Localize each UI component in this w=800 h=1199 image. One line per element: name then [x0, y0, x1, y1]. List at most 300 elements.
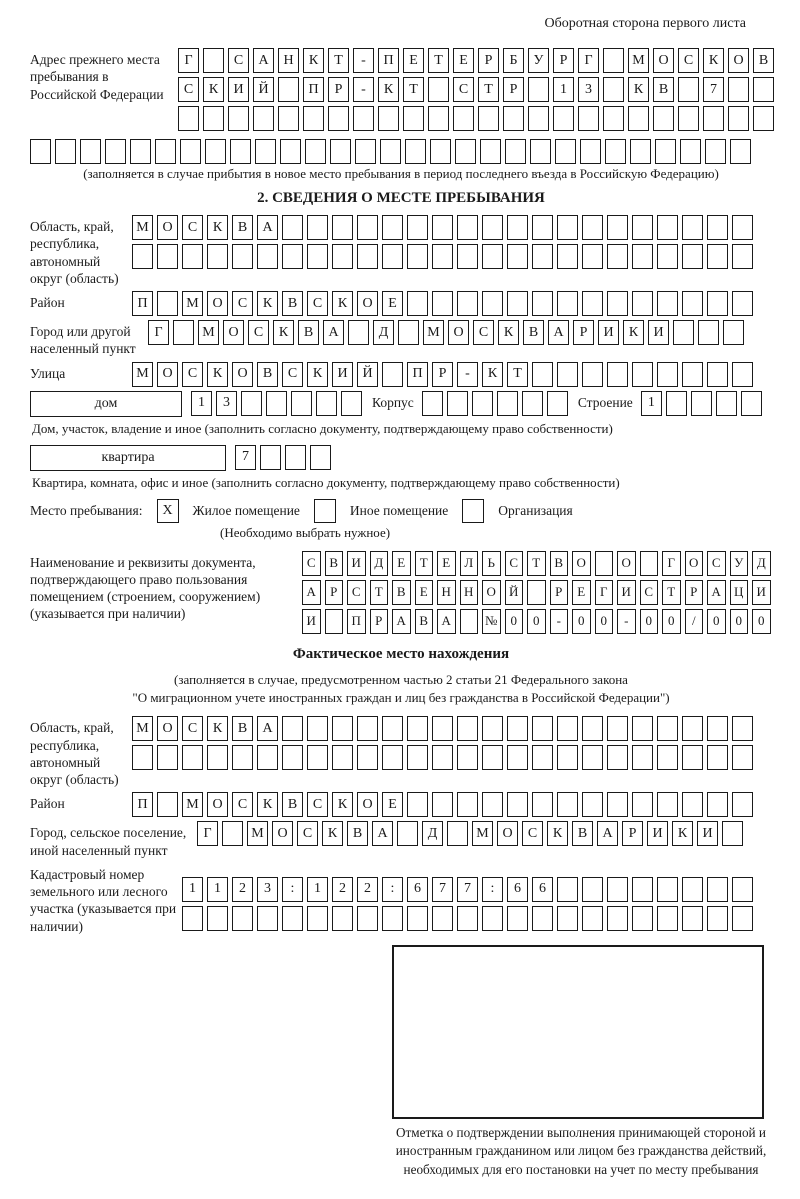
char-cell[interactable]	[507, 716, 528, 741]
char-cell[interactable]: А	[597, 821, 618, 846]
char-cell[interactable]: :	[282, 877, 303, 902]
char-cell[interactable]: Н	[278, 48, 299, 73]
char-cell[interactable]	[282, 716, 303, 741]
char-cell[interactable]	[582, 362, 603, 387]
char-cell[interactable]: 7	[703, 77, 724, 102]
char-cell[interactable]: Т	[478, 77, 499, 102]
char-cell[interactable]: 6	[507, 877, 528, 902]
char-cell[interactable]	[405, 139, 426, 164]
char-cell[interactable]	[325, 609, 344, 634]
residential-checkbox[interactable]: X	[157, 499, 179, 523]
char-cell[interactable]	[607, 716, 628, 741]
char-cell[interactable]	[282, 745, 303, 770]
char-cell[interactable]	[432, 906, 453, 931]
char-cell[interactable]: 0	[595, 609, 614, 634]
char-cell[interactable]: О	[223, 320, 244, 345]
char-cell[interactable]: К	[498, 320, 519, 345]
char-cell[interactable]: И	[598, 320, 619, 345]
char-cell[interactable]	[132, 244, 153, 269]
char-cell[interactable]	[432, 291, 453, 316]
char-cell[interactable]: Е	[437, 551, 456, 576]
char-cell[interactable]	[380, 139, 401, 164]
char-cell[interactable]: :	[482, 877, 503, 902]
char-cell[interactable]	[532, 745, 553, 770]
char-cell[interactable]: -	[353, 48, 374, 73]
char-cell[interactable]	[307, 745, 328, 770]
char-cell[interactable]: Р	[370, 609, 389, 634]
char-cell[interactable]: С	[228, 48, 249, 73]
char-cell[interactable]	[403, 106, 424, 131]
char-cell[interactable]: Ц	[730, 580, 749, 605]
char-cell[interactable]	[707, 906, 728, 931]
char-cell[interactable]	[632, 291, 653, 316]
char-cell[interactable]: С	[302, 551, 321, 576]
char-cell[interactable]: Г	[148, 320, 169, 345]
char-cell[interactable]	[278, 106, 299, 131]
char-cell[interactable]: 0	[662, 609, 681, 634]
char-cell[interactable]	[582, 215, 603, 240]
char-cell[interactable]	[482, 716, 503, 741]
char-cell[interactable]	[253, 106, 274, 131]
char-cell[interactable]	[407, 906, 428, 931]
char-cell[interactable]	[157, 745, 178, 770]
char-cell[interactable]: В	[523, 320, 544, 345]
char-cell[interactable]: М	[423, 320, 444, 345]
char-cell[interactable]	[157, 291, 178, 316]
char-cell[interactable]	[653, 106, 674, 131]
char-cell[interactable]	[532, 215, 553, 240]
char-cell[interactable]	[330, 139, 351, 164]
char-cell[interactable]	[732, 906, 753, 931]
char-cell[interactable]	[682, 362, 703, 387]
char-cell[interactable]: К	[273, 320, 294, 345]
char-cell[interactable]	[482, 244, 503, 269]
char-cell[interactable]	[632, 244, 653, 269]
char-cell[interactable]: К	[378, 77, 399, 102]
char-cell[interactable]	[280, 139, 301, 164]
char-cell[interactable]: С	[248, 320, 269, 345]
char-cell[interactable]	[457, 215, 478, 240]
char-cell[interactable]	[457, 792, 478, 817]
char-cell[interactable]: К	[332, 792, 353, 817]
char-cell[interactable]: Т	[428, 48, 449, 73]
char-cell[interactable]	[657, 362, 678, 387]
char-cell[interactable]: Р	[325, 580, 344, 605]
char-cell[interactable]	[432, 215, 453, 240]
char-cell[interactable]	[203, 106, 224, 131]
char-cell[interactable]	[232, 906, 253, 931]
char-cell[interactable]	[357, 716, 378, 741]
char-cell[interactable]: К	[623, 320, 644, 345]
char-cell[interactable]: Д	[752, 551, 771, 576]
char-cell[interactable]	[630, 139, 651, 164]
char-cell[interactable]	[582, 745, 603, 770]
char-cell[interactable]	[657, 291, 678, 316]
char-cell[interactable]	[430, 139, 451, 164]
char-cell[interactable]: О	[357, 291, 378, 316]
char-cell[interactable]	[607, 291, 628, 316]
char-cell[interactable]	[578, 106, 599, 131]
char-cell[interactable]: А	[372, 821, 393, 846]
char-cell[interactable]	[355, 139, 376, 164]
char-cell[interactable]	[260, 445, 281, 470]
char-cell[interactable]	[432, 244, 453, 269]
char-cell[interactable]	[557, 362, 578, 387]
char-cell[interactable]	[582, 716, 603, 741]
char-cell[interactable]: М	[198, 320, 219, 345]
char-cell[interactable]	[332, 716, 353, 741]
char-cell[interactable]	[482, 792, 503, 817]
char-cell[interactable]: 6	[532, 877, 553, 902]
char-cell[interactable]: И	[697, 821, 718, 846]
char-cell[interactable]	[307, 244, 328, 269]
char-cell[interactable]	[707, 362, 728, 387]
char-cell[interactable]: 7	[457, 877, 478, 902]
char-cell[interactable]	[632, 716, 653, 741]
char-cell[interactable]: Т	[415, 551, 434, 576]
char-cell[interactable]	[291, 391, 312, 416]
char-cell[interactable]	[182, 745, 203, 770]
char-cell[interactable]	[632, 745, 653, 770]
char-cell[interactable]	[132, 745, 153, 770]
char-cell[interactable]	[528, 106, 549, 131]
char-cell[interactable]	[255, 139, 276, 164]
char-cell[interactable]	[332, 215, 353, 240]
char-cell[interactable]: В	[232, 716, 253, 741]
char-cell[interactable]	[640, 551, 659, 576]
char-cell[interactable]: Е	[403, 48, 424, 73]
char-cell[interactable]	[482, 745, 503, 770]
char-cell[interactable]	[422, 391, 443, 416]
char-cell[interactable]	[607, 215, 628, 240]
char-cell[interactable]: Й	[357, 362, 378, 387]
char-cell[interactable]	[460, 609, 479, 634]
char-cell[interactable]	[316, 391, 337, 416]
char-cell[interactable]	[207, 745, 228, 770]
char-cell[interactable]: С	[505, 551, 524, 576]
char-cell[interactable]	[382, 215, 403, 240]
char-cell[interactable]	[397, 821, 418, 846]
char-cell[interactable]: 0	[640, 609, 659, 634]
other-premise-checkbox[interactable]	[314, 499, 336, 523]
char-cell[interactable]: С	[707, 551, 726, 576]
char-cell[interactable]	[707, 745, 728, 770]
char-cell[interactable]: -	[550, 609, 569, 634]
char-cell[interactable]: С	[182, 716, 203, 741]
char-cell[interactable]: С	[347, 580, 366, 605]
char-cell[interactable]	[730, 139, 751, 164]
char-cell[interactable]	[582, 244, 603, 269]
char-cell[interactable]: Й	[253, 77, 274, 102]
char-cell[interactable]: Н	[437, 580, 456, 605]
char-cell[interactable]	[478, 106, 499, 131]
char-cell[interactable]: -	[353, 77, 374, 102]
char-cell[interactable]	[657, 215, 678, 240]
char-cell[interactable]: Г	[197, 821, 218, 846]
char-cell[interactable]: 3	[257, 877, 278, 902]
char-cell[interactable]	[732, 215, 753, 240]
char-cell[interactable]	[682, 291, 703, 316]
char-cell[interactable]: Н	[460, 580, 479, 605]
char-cell[interactable]: И	[347, 551, 366, 576]
char-cell[interactable]: В	[347, 821, 368, 846]
char-cell[interactable]: К	[307, 362, 328, 387]
char-cell[interactable]	[682, 877, 703, 902]
char-cell[interactable]	[303, 106, 324, 131]
char-cell[interactable]	[632, 215, 653, 240]
char-cell[interactable]: К	[203, 77, 224, 102]
char-cell[interactable]: У	[528, 48, 549, 73]
char-cell[interactable]	[80, 139, 101, 164]
char-cell[interactable]: О	[685, 551, 704, 576]
char-cell[interactable]: С	[522, 821, 543, 846]
char-cell[interactable]	[182, 906, 203, 931]
char-cell[interactable]	[678, 106, 699, 131]
char-cell[interactable]	[480, 139, 501, 164]
char-cell[interactable]: С	[453, 77, 474, 102]
char-cell[interactable]: М	[132, 362, 153, 387]
char-cell[interactable]	[503, 106, 524, 131]
char-cell[interactable]: О	[207, 291, 228, 316]
char-cell[interactable]	[657, 792, 678, 817]
char-cell[interactable]: 1	[191, 391, 212, 416]
char-cell[interactable]	[407, 244, 428, 269]
char-cell[interactable]	[607, 745, 628, 770]
char-cell[interactable]: К	[207, 716, 228, 741]
char-cell[interactable]	[332, 244, 353, 269]
char-cell[interactable]	[447, 391, 468, 416]
char-cell[interactable]	[723, 320, 744, 345]
char-cell[interactable]	[732, 291, 753, 316]
char-cell[interactable]	[530, 139, 551, 164]
char-cell[interactable]	[657, 244, 678, 269]
char-cell[interactable]: С	[282, 362, 303, 387]
char-cell[interactable]	[232, 745, 253, 770]
char-cell[interactable]	[282, 906, 303, 931]
char-cell[interactable]: О	[357, 792, 378, 817]
char-cell[interactable]	[472, 391, 493, 416]
char-cell[interactable]: А	[257, 716, 278, 741]
char-cell[interactable]	[607, 244, 628, 269]
char-cell[interactable]: 1	[182, 877, 203, 902]
char-cell[interactable]	[222, 821, 243, 846]
char-cell[interactable]: В	[572, 821, 593, 846]
char-cell[interactable]: В	[550, 551, 569, 576]
char-cell[interactable]: Е	[453, 48, 474, 73]
char-cell[interactable]: А	[323, 320, 344, 345]
char-cell[interactable]	[607, 877, 628, 902]
char-cell[interactable]	[357, 906, 378, 931]
char-cell[interactable]	[130, 139, 151, 164]
char-cell[interactable]	[407, 745, 428, 770]
char-cell[interactable]	[178, 106, 199, 131]
char-cell[interactable]	[705, 139, 726, 164]
char-cell[interactable]: О	[497, 821, 518, 846]
char-cell[interactable]: Д	[373, 320, 394, 345]
char-cell[interactable]: 0	[505, 609, 524, 634]
char-cell[interactable]	[753, 106, 774, 131]
char-cell[interactable]	[173, 320, 194, 345]
char-cell[interactable]	[707, 215, 728, 240]
char-cell[interactable]: Е	[382, 792, 403, 817]
char-cell[interactable]: О	[728, 48, 749, 73]
char-cell[interactable]	[357, 215, 378, 240]
char-cell[interactable]: Р	[328, 77, 349, 102]
char-cell[interactable]	[528, 77, 549, 102]
char-cell[interactable]: О	[653, 48, 674, 73]
char-cell[interactable]: 2	[357, 877, 378, 902]
char-cell[interactable]	[282, 244, 303, 269]
char-cell[interactable]	[657, 745, 678, 770]
char-cell[interactable]	[557, 215, 578, 240]
char-cell[interactable]	[407, 716, 428, 741]
char-cell[interactable]	[432, 716, 453, 741]
char-cell[interactable]	[432, 745, 453, 770]
char-cell[interactable]	[707, 291, 728, 316]
char-cell[interactable]: К	[547, 821, 568, 846]
char-cell[interactable]: 0	[572, 609, 591, 634]
char-cell[interactable]: 1	[641, 391, 662, 416]
char-cell[interactable]: О	[157, 215, 178, 240]
char-cell[interactable]	[673, 320, 694, 345]
char-cell[interactable]: 1	[307, 877, 328, 902]
char-cell[interactable]: О	[157, 362, 178, 387]
char-cell[interactable]: С	[678, 48, 699, 73]
char-cell[interactable]	[180, 139, 201, 164]
char-cell[interactable]: К	[207, 215, 228, 240]
char-cell[interactable]	[205, 139, 226, 164]
char-cell[interactable]	[182, 244, 203, 269]
char-cell[interactable]	[716, 391, 737, 416]
char-cell[interactable]: Г	[662, 551, 681, 576]
char-cell[interactable]: 0	[752, 609, 771, 634]
char-cell[interactable]: 0	[527, 609, 546, 634]
char-cell[interactable]: О	[272, 821, 293, 846]
char-cell[interactable]	[278, 77, 299, 102]
char-cell[interactable]: Т	[328, 48, 349, 73]
char-cell[interactable]: В	[392, 580, 411, 605]
char-cell[interactable]: Г	[595, 580, 614, 605]
char-cell[interactable]	[707, 877, 728, 902]
char-cell[interactable]: Й	[505, 580, 524, 605]
char-cell[interactable]: 0	[730, 609, 749, 634]
char-cell[interactable]	[666, 391, 687, 416]
char-cell[interactable]	[557, 716, 578, 741]
char-cell[interactable]	[582, 792, 603, 817]
char-cell[interactable]	[482, 906, 503, 931]
char-cell[interactable]: Д	[370, 551, 389, 576]
char-cell[interactable]	[407, 215, 428, 240]
char-cell[interactable]	[307, 716, 328, 741]
char-cell[interactable]	[657, 716, 678, 741]
char-cell[interactable]: К	[257, 291, 278, 316]
char-cell[interactable]: И	[228, 77, 249, 102]
char-cell[interactable]	[532, 362, 553, 387]
char-cell[interactable]	[582, 291, 603, 316]
char-cell[interactable]: О	[617, 551, 636, 576]
char-cell[interactable]	[680, 139, 701, 164]
char-cell[interactable]	[682, 716, 703, 741]
char-cell[interactable]	[632, 877, 653, 902]
char-cell[interactable]: Е	[392, 551, 411, 576]
char-cell[interactable]	[532, 716, 553, 741]
char-cell[interactable]: М	[628, 48, 649, 73]
char-cell[interactable]	[605, 139, 626, 164]
char-cell[interactable]	[378, 106, 399, 131]
char-cell[interactable]	[507, 792, 528, 817]
char-cell[interactable]	[527, 580, 546, 605]
char-cell[interactable]	[741, 391, 762, 416]
char-cell[interactable]: К	[482, 362, 503, 387]
char-cell[interactable]: О	[157, 716, 178, 741]
char-cell[interactable]: Р	[622, 821, 643, 846]
char-cell[interactable]	[507, 745, 528, 770]
char-cell[interactable]	[682, 745, 703, 770]
char-cell[interactable]	[532, 906, 553, 931]
char-cell[interactable]: М	[247, 821, 268, 846]
char-cell[interactable]	[703, 106, 724, 131]
char-cell[interactable]: 3	[578, 77, 599, 102]
char-cell[interactable]	[547, 391, 568, 416]
char-cell[interactable]: С	[473, 320, 494, 345]
char-cell[interactable]	[628, 106, 649, 131]
char-cell[interactable]: И	[302, 609, 321, 634]
char-cell[interactable]	[328, 106, 349, 131]
char-cell[interactable]: /	[685, 609, 704, 634]
char-cell[interactable]	[457, 745, 478, 770]
char-cell[interactable]	[691, 391, 712, 416]
char-cell[interactable]	[228, 106, 249, 131]
char-cell[interactable]: К	[257, 792, 278, 817]
char-cell[interactable]	[207, 244, 228, 269]
char-cell[interactable]: П	[407, 362, 428, 387]
char-cell[interactable]: №	[482, 609, 501, 634]
char-cell[interactable]: М	[132, 215, 153, 240]
char-cell[interactable]: Е	[382, 291, 403, 316]
char-cell[interactable]: К	[672, 821, 693, 846]
char-cell[interactable]	[607, 792, 628, 817]
char-cell[interactable]	[230, 139, 251, 164]
char-cell[interactable]: В	[282, 792, 303, 817]
char-cell[interactable]: 7	[432, 877, 453, 902]
char-cell[interactable]: Р	[550, 580, 569, 605]
char-cell[interactable]: А	[253, 48, 274, 73]
char-cell[interactable]	[728, 106, 749, 131]
char-cell[interactable]	[555, 139, 576, 164]
char-cell[interactable]: Б	[503, 48, 524, 73]
char-cell[interactable]	[455, 139, 476, 164]
char-cell[interactable]: К	[703, 48, 724, 73]
char-cell[interactable]: П	[132, 291, 153, 316]
char-cell[interactable]	[522, 391, 543, 416]
char-cell[interactable]	[232, 244, 253, 269]
char-cell[interactable]	[657, 877, 678, 902]
char-cell[interactable]: М	[472, 821, 493, 846]
char-cell[interactable]: А	[392, 609, 411, 634]
char-cell[interactable]: М	[132, 716, 153, 741]
char-cell[interactable]: К	[332, 291, 353, 316]
char-cell[interactable]	[453, 106, 474, 131]
char-cell[interactable]: В	[232, 215, 253, 240]
char-cell[interactable]	[482, 215, 503, 240]
char-cell[interactable]	[305, 139, 326, 164]
char-cell[interactable]	[532, 792, 553, 817]
char-cell[interactable]	[532, 244, 553, 269]
char-cell[interactable]	[582, 877, 603, 902]
char-cell[interactable]: Р	[432, 362, 453, 387]
char-cell[interactable]	[607, 362, 628, 387]
char-cell[interactable]	[332, 745, 353, 770]
